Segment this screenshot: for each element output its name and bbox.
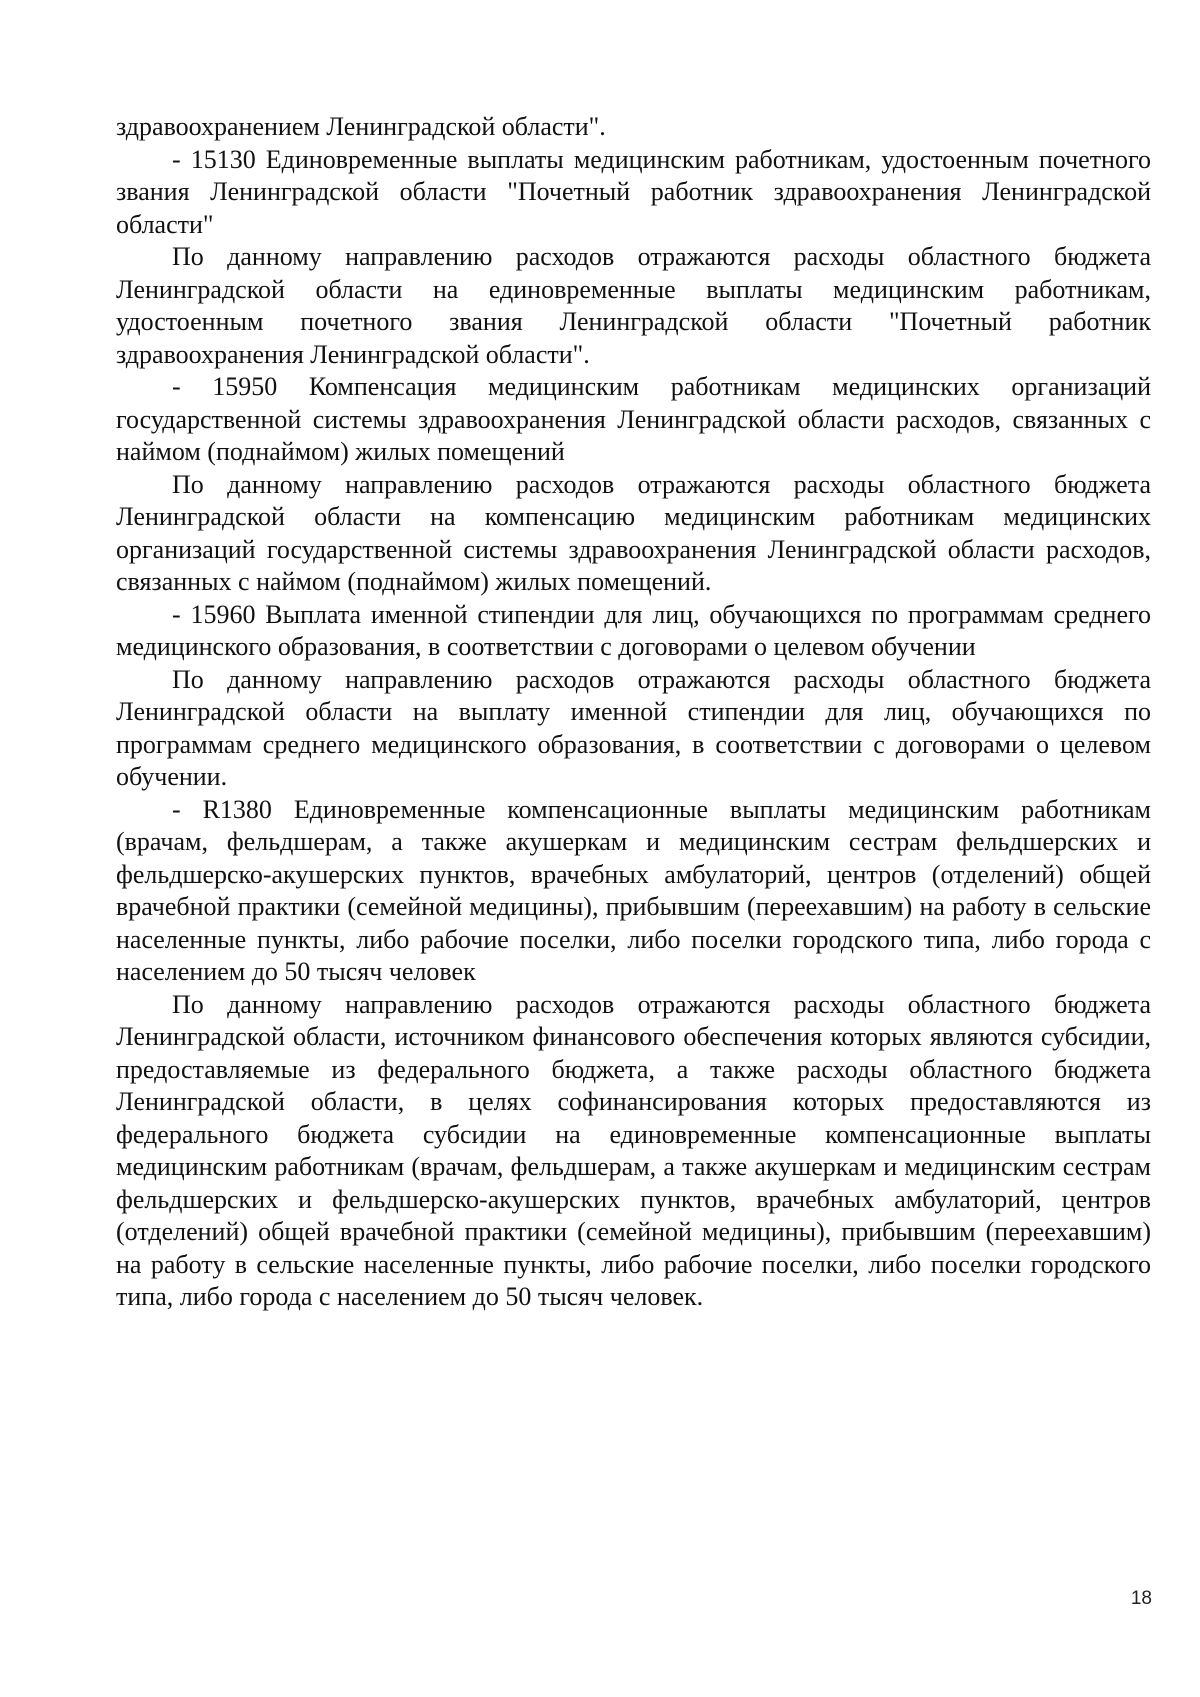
paragraph-continuation: здравоохранением Ленинградской области".: [116, 112, 606, 141]
paragraph-item-r1380: - R1380 Единовременные компенсационные выплаты медицинским работникам (врачам, фельдшерам, а также акушеркам и медицинским сестрам фельдшерских и фельдшерско-акушерских пунктов, врачебных амбулаторий, центров (отделений) общей врачебной практики (семейной медицины), прибывшим (переехавшим) на работу в сельские населенные пункты, либо рабочие поселки, либо поселки городского типа, либо города с населением до 50 тысяч человек: [116, 794, 1151, 986]
paragraph-description-15130: По данному направлению расходов отражаются расходы областного бюджета Ленинградской области на единовременные выплаты медицинским работникам, удостоенным почетного звания Ленинградской области "Почетный работник здравоохранения Ленинградской области".: [116, 242, 1151, 369]
paragraph-description-r1380: По данному направлению расходов отражаются расходы областного бюджета Ленинградской области, источником финансового обеспечения которых являются субсидии, предоставляемые из федерального бюджета, а также расходы областного бюджета Ленинградской области, в целях софинансирования которых предоставляются из федерального бюджета субсидии на единовременные компенсационные выплаты медицинским работникам (врачам, фельдшерам, а также акушеркам и медицинским сестрам фельдшерских и фельдшерско-акушерских пунктов, врачебных амбулаторий, центров (отделений) общей врачебной практики (семейной медицины), прибывшим (переехавшим) на работу в сельские населенные пункты, либо рабочие поселки, либо поселки городского типа, либо города с населением до 50 тысяч человек.: [116, 989, 1151, 1311]
paragraph-item-15130: - 15130 Единовременные выплаты медицинским работникам, удостоенным почетного звания Ленинградской области "Почетный работник здравоохранения Ленинградской области": [116, 144, 1151, 239]
paragraph-item-15960: - 15960 Выплата именной стипендии для лиц, обучающихся по программам среднего медицинского образования, в соответствии с договорами о целевом обучении: [116, 599, 1151, 661]
page-number: 18: [1130, 1588, 1152, 1609]
paragraph-item-15950: - 15950 Компенсация медицинским работникам медицинских организаций государственной системы здравоохранения Ленинградской области расходов, связанных с наймом (поднаймом) жилых помещений: [116, 372, 1151, 466]
paragraph-description-15960: По данному направлению расходов отражаются расходы областного бюджета Ленинградской области на выплату именной стипендии для лиц, обучающихся по программам среднего медицинского образования, в соответствии с договорами о целевом обучении.: [116, 664, 1151, 791]
document-body: [116, 111, 1151, 1314]
paragraph-description-15950: По данному направлению расходов отражаются расходы областного бюджета Ленинградской области на компенсацию медицинским работникам медицинских организаций государственной системы здравоохранения Ленинградской области расходов, связанных с наймом (поднаймом) жилых помещений.: [116, 469, 1151, 596]
